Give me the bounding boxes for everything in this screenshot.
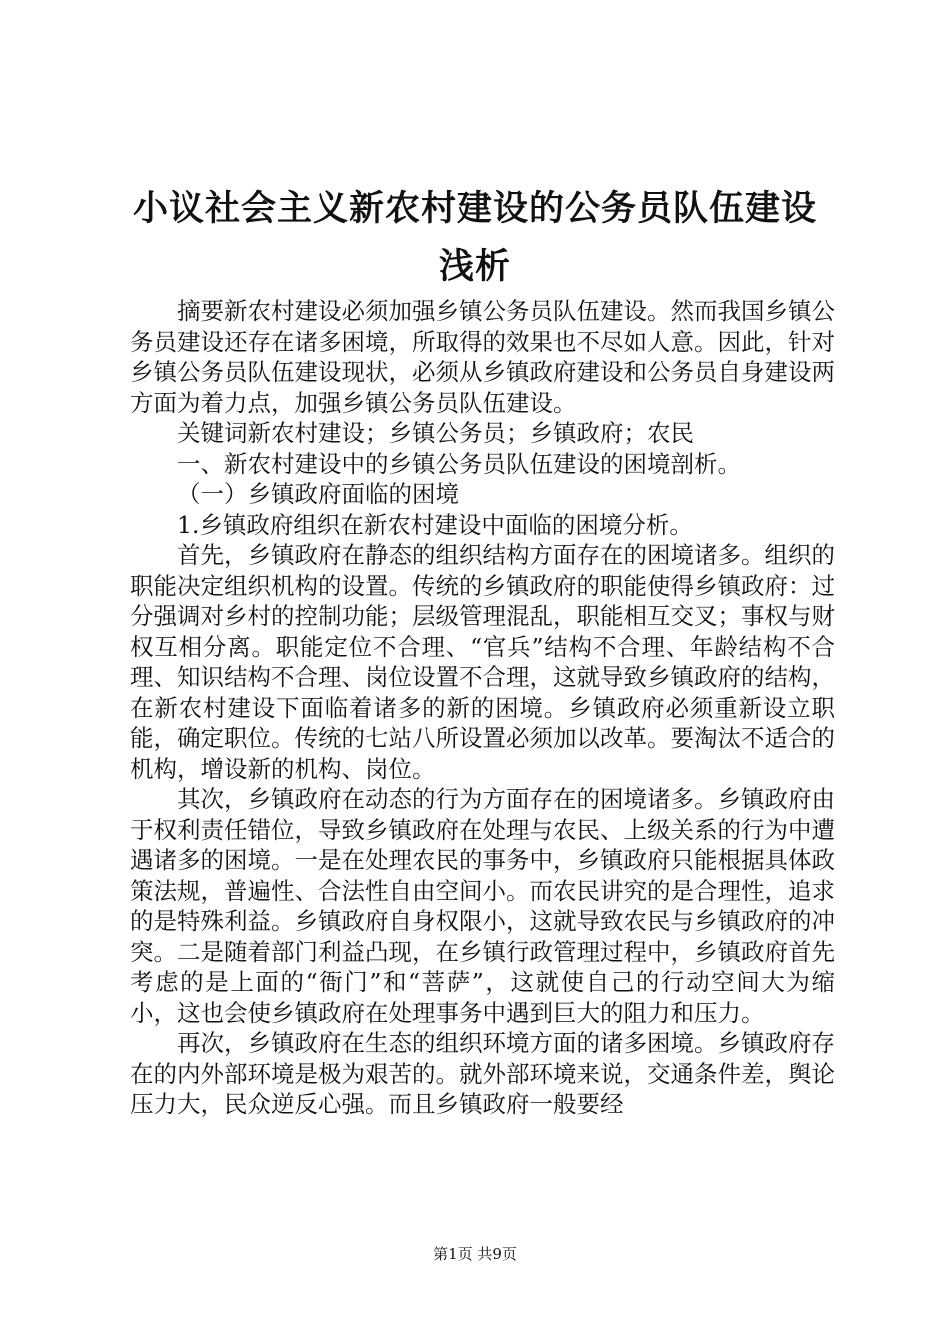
subsection-heading: （一）乡镇政府面临的困境 <box>177 480 459 508</box>
body-paragraph: 其次，乡镇政府在动态的行为方面存在的困境诸多。乡镇政府由于权利责任错位，导致乡镇政府在处理与农民、上级关系的行为中遭遇诸多的困境。一是在处理农民的事务中，乡镇政府只能根据具体政策法规，普遍性、合法性自由空间小。而农民讲究的是合理性，追求的是特殊利益。乡镇政府自身权限小，这就导致农民与乡镇政府的冲突。二是随着部门利益凸现，在乡镇行政管理过程中，乡镇政府首先考虑的是上面的“衙门”和“菩萨”，这就使自己的行动空间大为缩小，这也会使乡镇政府在处理事务中遇到巨大的阻力和压力。 <box>130 785 835 1027</box>
section-heading: 一、新农村建设中的乡镇公务员队伍建设的困境剖析。 <box>177 449 741 478</box>
subsubsection-heading: 1.乡镇政府组织在新农村建设中面临的困境分析。 <box>177 510 693 539</box>
page-footer: 第1页 共9页 <box>433 1245 517 1263</box>
body-paragraph: 首先，乡镇政府在静态的组织结构方面存在的困境诸多。组织的职能决定组织机构的设置。传统的乡镇政府的职能使得乡镇政府：过分强调对乡村的控制功能；层级管理混乱，职能相互交叉；事权与财权互相分离。职能定位不合理、“官兵”结构不合理、年龄结构不合理、知识结构不合理、岗位设置不合理，这就导致乡镇政府的结构，在新农村建设下面临着诸多的新的困境。乡镇政府必须重新设立职能，确定职位。传统的七站八所设置必须加以改革。要淘汰不适合的机构，增设新的机构、岗位。 <box>130 541 835 783</box>
document-title: 小议社会主义新农村建设的公务员队伍建设浅析 <box>132 188 817 287</box>
keywords-paragraph: 关键词新农村建设；乡镇公务员；乡镇政府；农民 <box>177 419 694 447</box>
body-paragraph: 再次，乡镇政府在生态的组织环境方面的诸多困境。乡镇政府存在的内外部环境是极为艰苦的。就外部环境来说，交通条件差，舆论压力大，民众逆反心强。而且乡镇政府一般要经 <box>130 1029 835 1118</box>
abstract-paragraph: 摘要新农村建设必须加强乡镇公务员队伍建设。然而我国乡镇公务员建设还存在诸多困境，所取得的效果也不尽如人意。因此，针对乡镇公务员队伍建设现状，必须从乡镇政府建设和公务员自身建设两方面为着力点，加强乡镇公务员队伍建设。 <box>130 297 835 417</box>
document-body <box>130 296 835 1120</box>
